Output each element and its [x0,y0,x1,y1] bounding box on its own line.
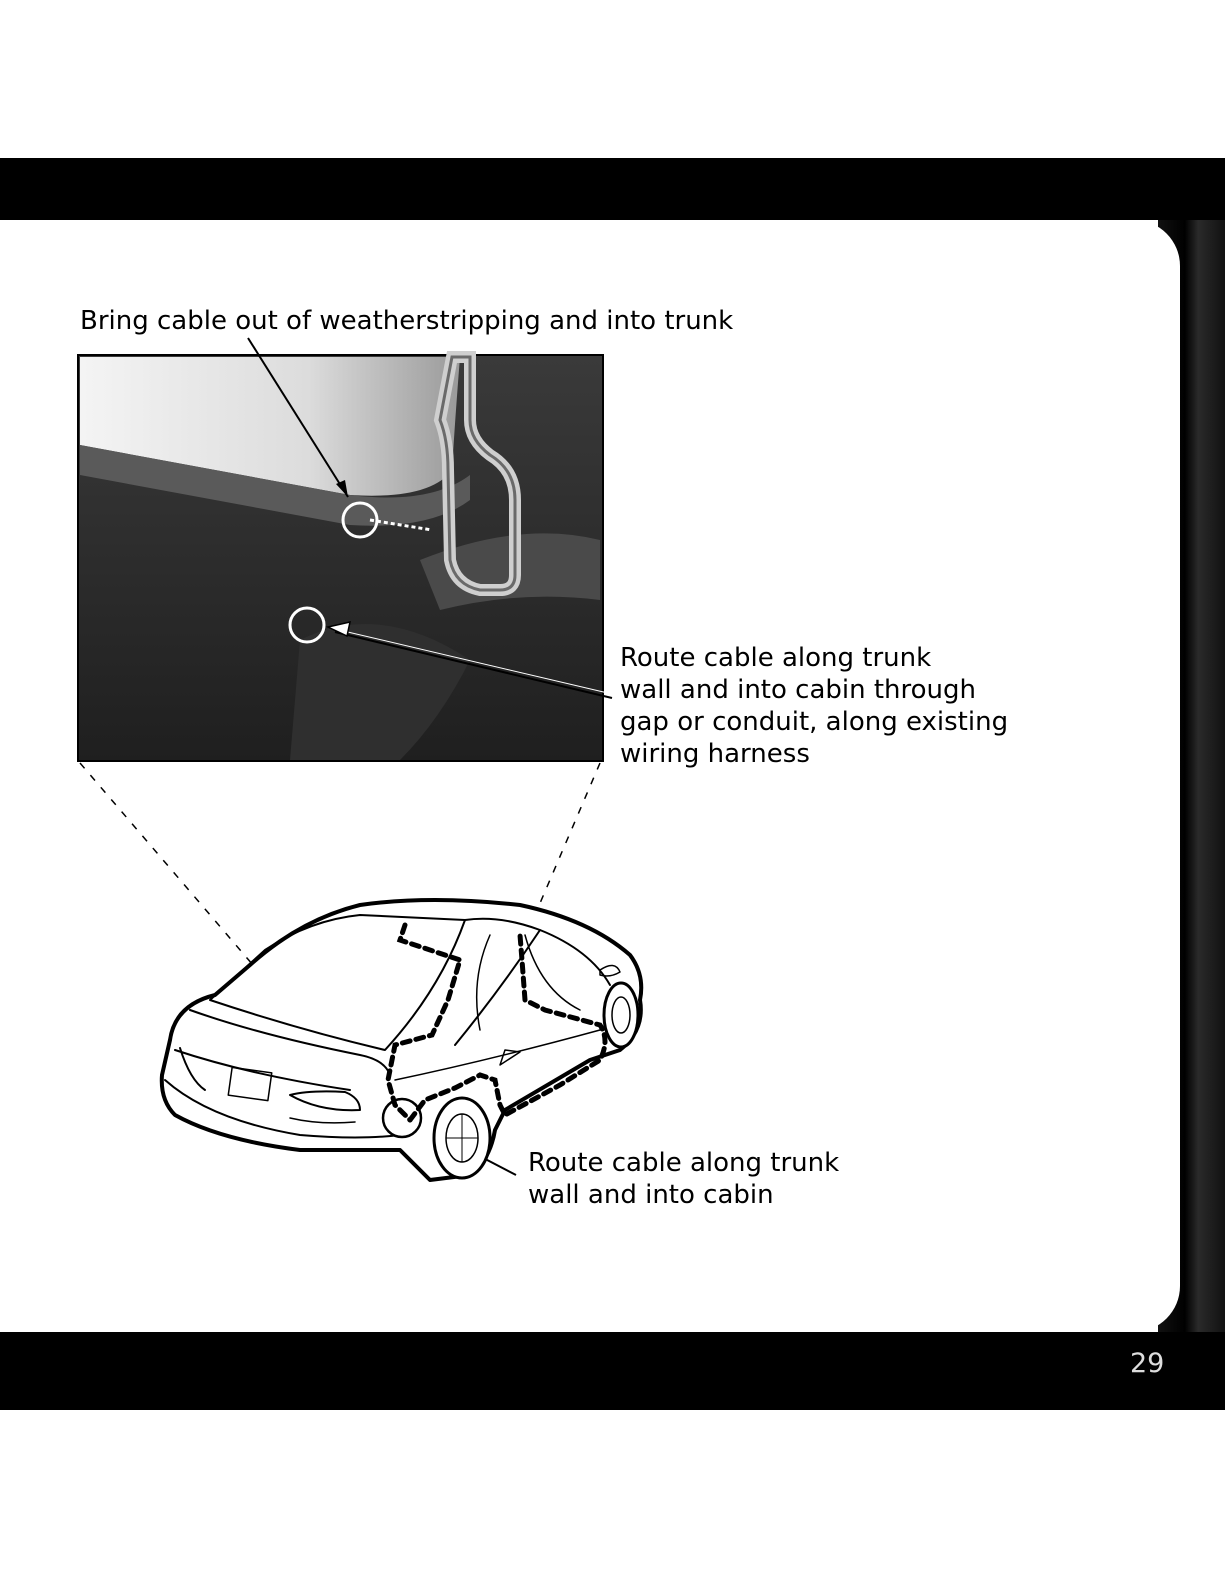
trunk-corner-highlight-circle [383,1099,421,1137]
page-number: 29 [1130,1348,1165,1379]
trunk-photo [78,355,603,761]
caption-trunk-wall-conduit: Route cable along trunk wall and into cabin through gap or conduit, along existing wiring harness [620,643,1009,769]
caption-trunk-wall-cabin: Route cable along trunk wall and into cabin [528,1148,840,1210]
caption-weatherstripping: Bring cable out of weatherstripping and into trunk [80,306,734,336]
